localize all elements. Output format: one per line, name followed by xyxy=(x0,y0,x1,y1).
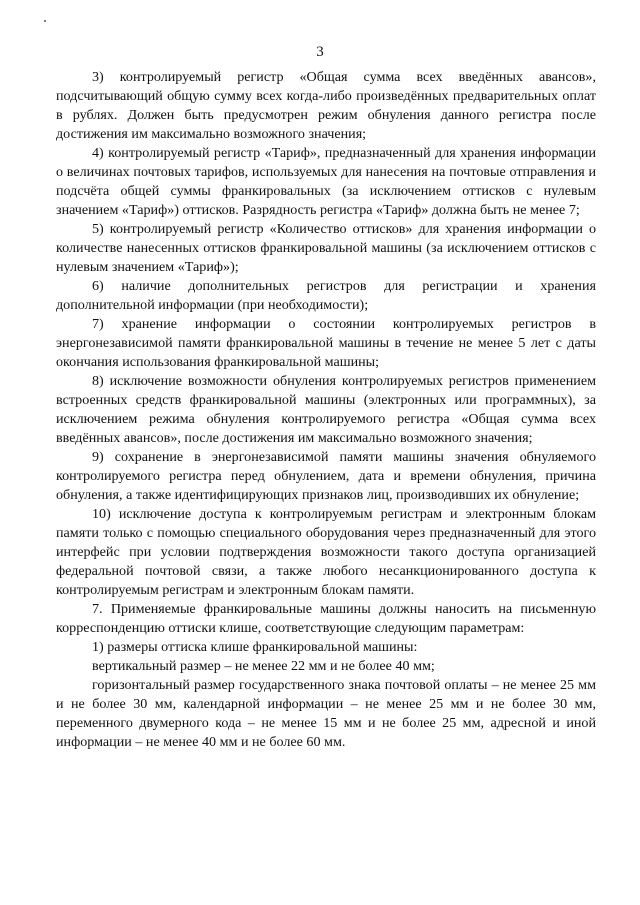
page-number: 3 xyxy=(316,44,324,60)
paragraph-register-total-advances: 3) контролируемый регистр «Общая сумма всех введённых авансов», подсчитывающий общую сумму всех когда-либо произведённых предварительных оплат в рублях. Должен быть предусмотрен режим обнуления данного регистра после достижения им максимально возможного значения; xyxy=(56,69,596,142)
paragraph-reset-exclusion: 8) исключение возможности обнуления контролируемых регистров применением встроенных средств франкировальной машины (электронных или программных), за исключением режима обнуления контролируемого регистра «Общая сумма всех введённых авансов», после достижения им максимально возможного значения; xyxy=(56,373,596,446)
paragraph-reset-preservation: 9) сохранение в энергонезависимой памяти машины значения обнуляемого контролируемого регистра перед обнулением, дата и времени обнуления, причина обнуления, а также идентифицирующих признаков лиц, производивших их обнуление; xyxy=(56,449,596,503)
paragraph-vertical-size: вертикальный размер – не менее 22 мм и не более 40 мм; xyxy=(92,658,435,674)
paragraph-register-storage: 7) хранение информации о состоянии контролируемых регистров в энергонезависимой памяти франкировальной машины в течение не менее 5 лет с даты окончания использования франкировальной машины; xyxy=(56,316,596,370)
paragraph-additional-registers: 6) наличие дополнительных регистров для регистрации и хранения дополнительной информации (при необходимости); xyxy=(56,278,596,313)
document-body xyxy=(56,68,596,752)
paragraph-imprint-dimensions: 1) размеры оттиска клише франкировальной машины: xyxy=(92,639,418,655)
paragraph-access-restriction: 10) исключение доступа к контролируемым регистрам и электронным блокам памяти только с помощью специального оборудования через предназначенный для этого интерфейс при условии подтверждения возможности такого доступа организацией федеральной почтовой связи, а также любого несанкционированного доступа к контролируемым регистрам и электронным блокам памяти. xyxy=(56,506,596,598)
paragraph-register-imprint-count: 5) контролируемый регистр «Количество оттисков» для хранения информации о количестве нанесенных оттисков франкировальной машины (за исключением оттисков с нулевым значением «Тариф»); xyxy=(56,221,596,275)
paragraph-section-7: 7. Применяемые франкировальные машины должны наносить на письменную корреспонденцию оттиски клише, соответствующие следующим параметрам: xyxy=(56,601,596,636)
paragraph-horizontal-size: горизонтальный размер государственного знака почтовой оплаты – не менее 25 мм и не более 30 мм, календарной информации – не менее 25 мм и не более 30 мм, переменного двумерного кода – не менее 15 мм и не более 25 мм, адресной и иной информации – не менее 40 мм и не более 60 мм. xyxy=(56,677,596,750)
scan-speck xyxy=(44,20,46,22)
paragraph-register-tariff: 4) контролируемый регистр «Тариф», предназначенный для хранения информации о величинах почтовых тарифов, используемых для нанесения на почтовые отправления и подсчёта общей суммы франкировальных (за исключением оттисков с нулевым значением «Тариф») оттисков. Разрядность регистра «Тариф» должна быть не менее 7; xyxy=(56,145,596,218)
